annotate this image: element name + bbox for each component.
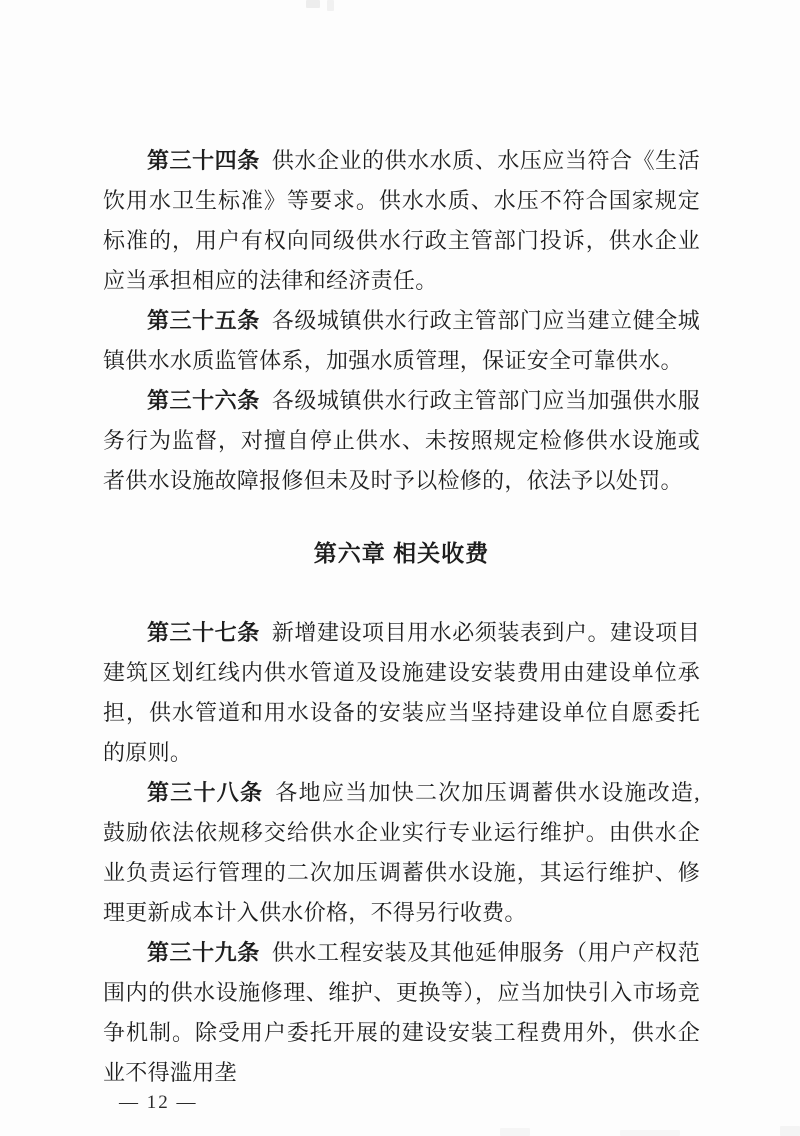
article-label: 第三十五条 [147, 308, 260, 333]
article-paragraph-36 [103, 381, 700, 501]
article-label: 第三十四条 [147, 148, 260, 173]
article-paragraph-35 [103, 301, 700, 381]
article-text: 各级城镇供水行政主管部门应当建立健全城镇供水水质监管体系，加强水质管理，保证安全可靠供水。 [103, 308, 700, 373]
article-label: 第三十八条 [147, 780, 264, 805]
scan-artifact [500, 1128, 530, 1136]
article-paragraph-37 [103, 613, 700, 773]
article-text: 各地应当加快二次加压调蓄供水设施改造,鼓励依法依规移交给供水企业实行专业运行维护。由供水企业负责运行管理的二次加压调蓄供水设施，其运行维护、修理更新成本计入供水价格，不得另行收费。 [103, 780, 700, 925]
chapter-heading: 第六章 相关收费 [313, 540, 490, 566]
article-text: 供水企业的供水水质、水压应当符合《生活饮用水卫生标准》等要求。供水水质、水压不符合国家规定标准的，用户有权向同级供水行政主管部门投诉，供水企业应当承担相应的法律和经济责任。 [103, 148, 700, 293]
scan-artifact [780, 1126, 800, 1136]
article-label: 第三十七条 [147, 620, 260, 645]
article-text: 各级城镇供水行政主管部门应当加强供水服务行为监督，对擅自停止供水、未按照规定检修供水设施或者供水设施故障报修但未及时予以检修的，依法予以处罚。 [103, 388, 700, 493]
article-text: 供水工程安装及其他延伸服务（用户产权范围内的供水设施修理、维护、更换等），应当加快引入市场竞争机制。除受用户委托开展的建设安装工程费用外，供水企业不得滥用垄 [103, 940, 700, 1085]
article-label: 第三十六条 [147, 388, 260, 413]
document-body [103, 0, 700, 1115]
article-label: 第三十九条 [147, 940, 260, 965]
article-paragraph-34 [103, 141, 700, 301]
scan-artifact [620, 1130, 680, 1136]
article-text: 新增建设项目用水必须装表到户。建设项目建筑区划红线内供水管道及设施建设安装费用由建设单位承担，供水管道和用水设备的安装应当坚持建设单位自愿委托的原则。 [103, 620, 700, 765]
article-paragraph-39 [103, 933, 700, 1093]
page-number: — 12 — [119, 1092, 198, 1113]
article-paragraph-38 [103, 773, 700, 933]
